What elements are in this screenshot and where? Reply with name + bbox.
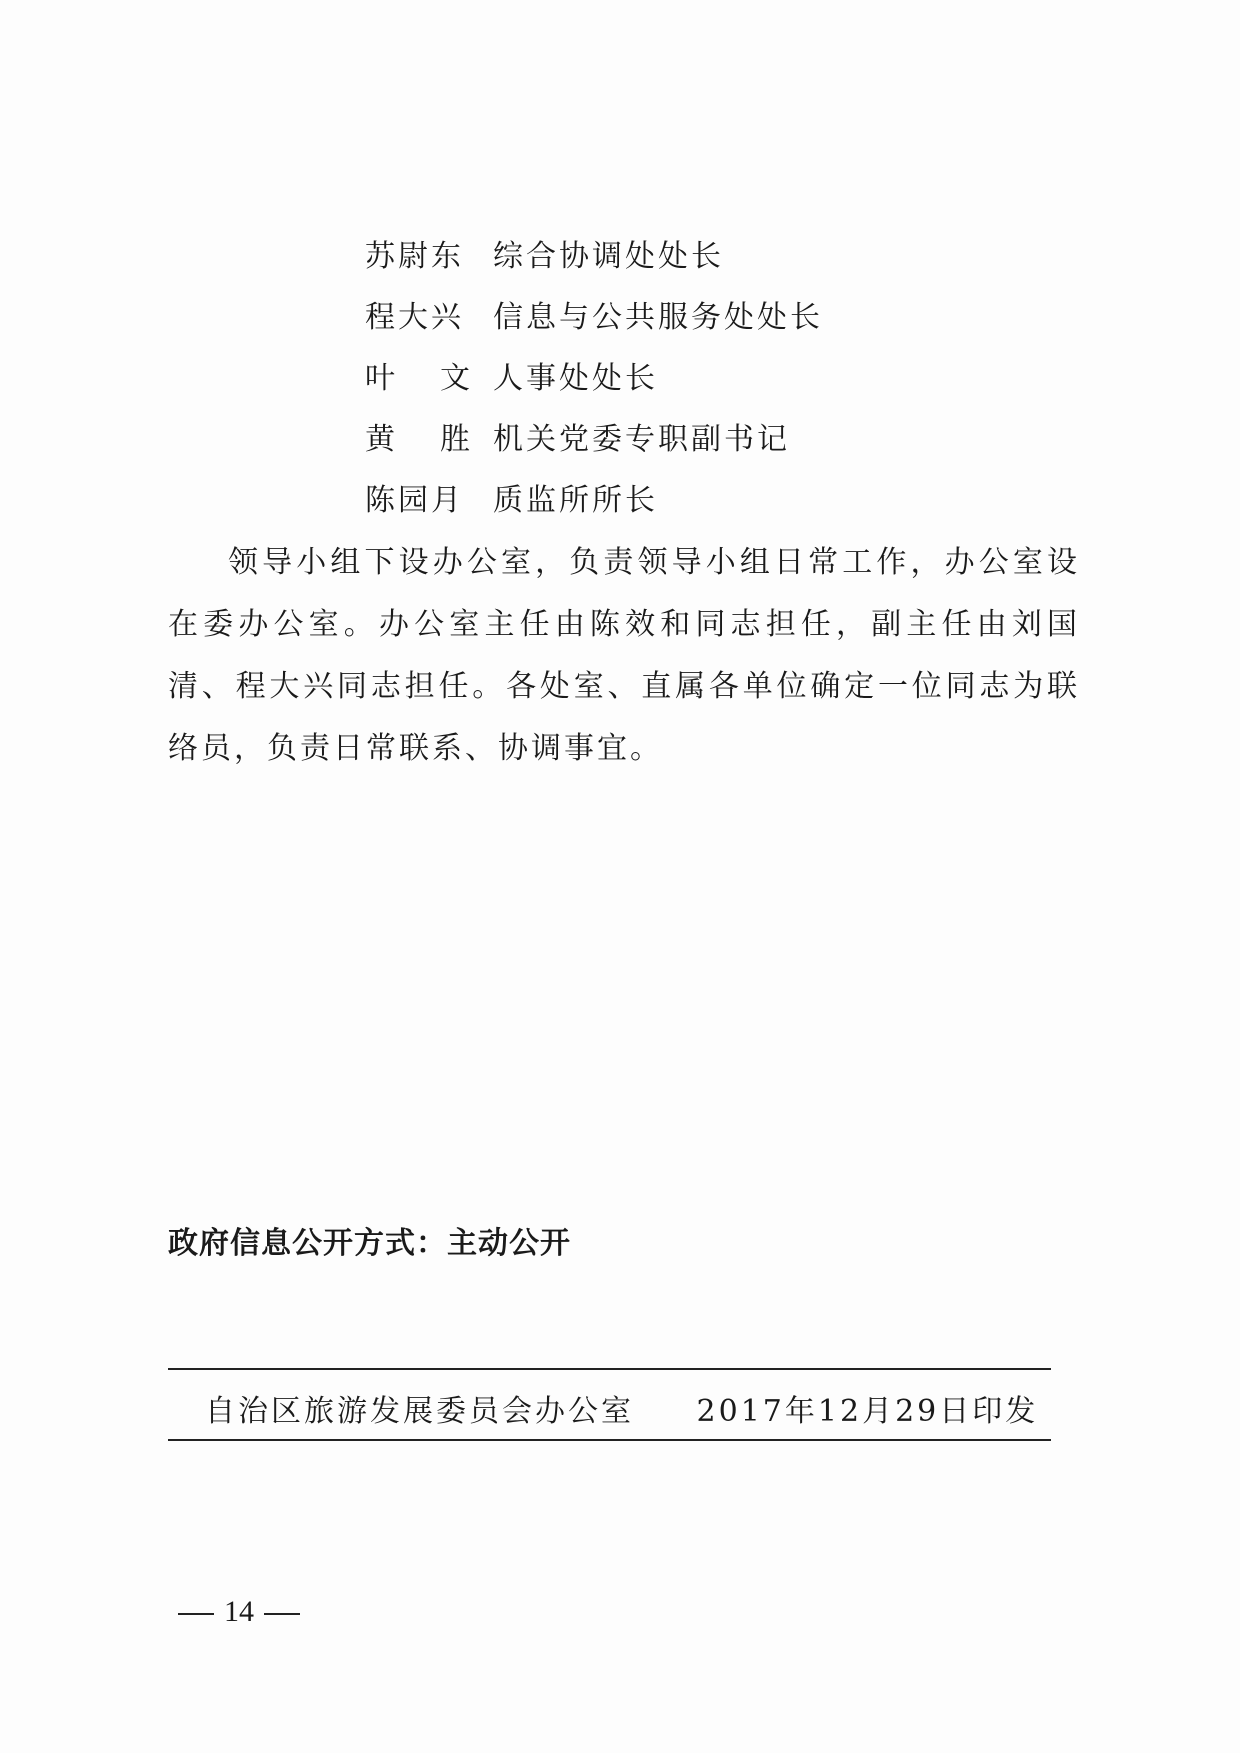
member-name: 叶文 xyxy=(365,360,515,396)
member-title: 综合协调处处长 xyxy=(493,238,724,274)
page-number xyxy=(168,1595,310,1629)
dash-right xyxy=(264,1613,300,1615)
office-setup-paragraph: 领导小组下设办公室，负责领导小组日常工作，办公室设在委办公室。办公室主任由陈效和同志担任，副主任由刘国清、程大兴同志担任。各处室、直属各单位确定一位同志为联络员，负责日常联系、协调事宜。 xyxy=(168,545,1080,766)
member-row xyxy=(365,405,1065,466)
issue-date: 2017年12月29日印发 xyxy=(696,1394,1039,1429)
member-row xyxy=(365,222,1065,283)
member-name: 黄胜 xyxy=(365,421,515,457)
member-title: 人事处处长 xyxy=(493,360,658,396)
member-list xyxy=(365,222,1065,527)
member-title: 信息与公共服务处处长 xyxy=(493,299,823,335)
dash-left xyxy=(178,1613,214,1615)
footer-bottom-rule xyxy=(168,1439,1051,1441)
page-number-value: 14 xyxy=(224,1595,254,1628)
footer-top-rule xyxy=(168,1368,1051,1370)
disclosure-method: 政府信息公开方式：主动公开 xyxy=(168,1226,571,1261)
issuing-office: 自治区旅游发展委员会办公室 xyxy=(205,1394,634,1429)
member-name: 陈园月 xyxy=(365,482,464,518)
member-row xyxy=(365,466,1065,527)
member-row xyxy=(365,283,1065,344)
issuance-line xyxy=(205,1386,1045,1430)
member-title: 质监所所长 xyxy=(493,482,658,518)
member-row xyxy=(365,344,1065,405)
member-name: 苏尉东 xyxy=(365,238,464,274)
member-title: 机关党委专职副书记 xyxy=(493,421,790,457)
member-name: 程大兴 xyxy=(365,299,464,335)
